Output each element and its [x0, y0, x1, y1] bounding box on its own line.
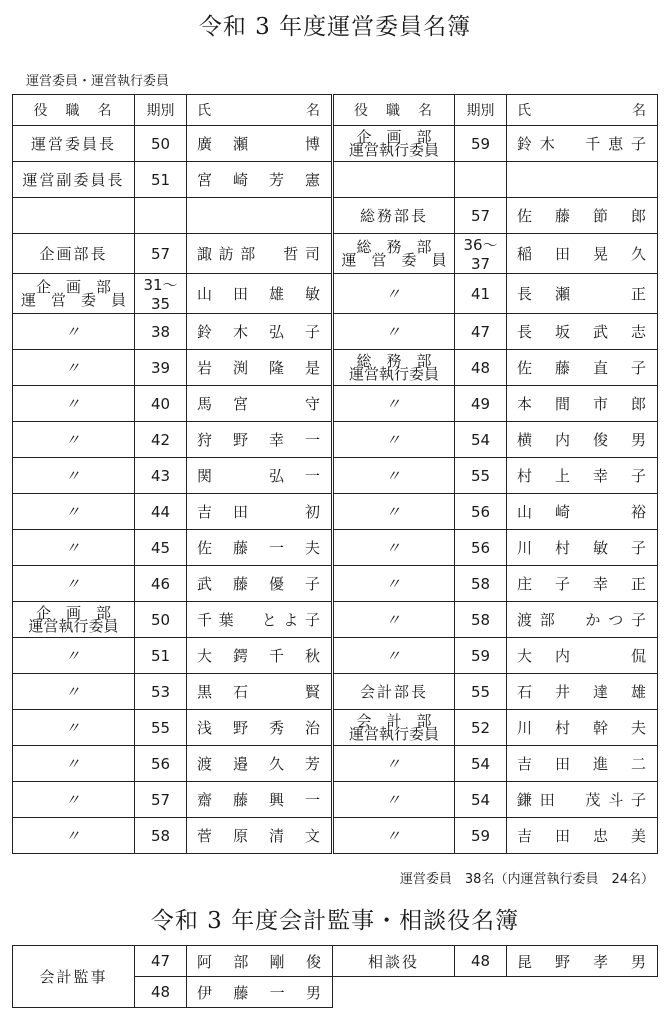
period-cell: 50: [135, 602, 187, 638]
role-cell: 会 計 部 運営執行委員: [333, 710, 455, 746]
role-cell: 〃: [13, 566, 135, 602]
table-row: [13, 602, 658, 638]
period-cell: 38: [135, 314, 187, 350]
name-cell: 諏訪部 哲司: [187, 234, 333, 274]
role-cell: 〃: [13, 782, 135, 818]
role-cell: 企画部長: [13, 234, 135, 274]
role-cell: 〃: [333, 782, 455, 818]
name-cell: 千葉 とよ子: [187, 602, 333, 638]
period-cell: 58: [135, 818, 187, 854]
period-cell: 55: [135, 710, 187, 746]
role-cell: 企 画 部 運営執行委員: [333, 126, 455, 162]
table-row: [13, 162, 658, 198]
period-cell: 59: [455, 638, 507, 674]
empty-cell: [333, 977, 658, 1008]
period-cell: 31～35: [135, 274, 187, 314]
period-cell: 59: [455, 818, 507, 854]
role-cell: 〃: [13, 674, 135, 710]
role-cell: 総 務 部 運営執行委員: [333, 350, 455, 386]
role-cell: 〃: [333, 638, 455, 674]
period-cell: 56: [135, 746, 187, 782]
name-cell: 川村敏子: [507, 530, 658, 566]
committee-table: [12, 94, 658, 854]
role-cell: 総 務 部 運 営 委 員: [333, 234, 455, 274]
name-cell: 渡邉久芳: [187, 746, 333, 782]
role-cell: 〃: [13, 350, 135, 386]
name-cell: 関 弘一: [187, 458, 333, 494]
role-cell: 〃: [333, 818, 455, 854]
name-cell: 岩渕隆是: [187, 350, 333, 386]
role-cell: 〃: [13, 818, 135, 854]
role-cell: 〃: [13, 530, 135, 566]
name-cell: 浅野秀治: [187, 710, 333, 746]
role-cell: 企 画 部 運営執行委員: [13, 602, 135, 638]
name-cell: 黒石 賢: [187, 674, 333, 710]
name-cell: 吉田 初: [187, 494, 333, 530]
period-cell: 54: [455, 782, 507, 818]
table-row: [13, 946, 658, 977]
table-row: [13, 746, 658, 782]
period-cell: 49: [455, 386, 507, 422]
period-cell: 58: [455, 602, 507, 638]
name-cell: 横内俊男: [507, 422, 658, 458]
auditor-role: 会計監事: [13, 946, 135, 1008]
table-row: [13, 126, 658, 162]
name-cell: [187, 198, 333, 234]
name-cell: 長坂武志: [507, 314, 658, 350]
role-cell: [333, 162, 455, 198]
table-row: [13, 782, 658, 818]
period-cell: 54: [455, 746, 507, 782]
period-cell: 57: [135, 782, 187, 818]
period-cell: 55: [455, 674, 507, 710]
role-cell: 〃: [13, 494, 135, 530]
section-label: 運営委員・運営執行委員: [26, 74, 170, 89]
period-cell: 42: [135, 422, 187, 458]
name-cell: [507, 162, 658, 198]
role-cell: 〃: [333, 746, 455, 782]
table-header-row: [13, 95, 658, 126]
period-cell: 50: [135, 126, 187, 162]
period-cell: 47: [455, 314, 507, 350]
page-title: 令和 3 年度運営委員名簿: [198, 14, 472, 40]
name-cell: 鈴木 千恵子: [507, 126, 658, 162]
name-cell: 渡部 かつ子: [507, 602, 658, 638]
name-cell: 庄子幸正: [507, 566, 658, 602]
role-cell: 〃: [13, 638, 135, 674]
advisor-period: 48: [455, 946, 507, 977]
role-cell: 〃: [333, 274, 455, 314]
advisor-role: 相談役: [333, 946, 455, 977]
auditor-period: 48: [135, 977, 187, 1008]
period-cell: 53: [135, 674, 187, 710]
table-row: [13, 350, 658, 386]
role-cell: 〃: [333, 602, 455, 638]
header-period: 期別: [455, 95, 507, 126]
name-cell: 鈴木弘子: [187, 314, 333, 350]
role-cell: 運営副委員長: [13, 162, 135, 198]
table-row: [13, 314, 658, 350]
header-name: 氏 名: [507, 95, 658, 126]
table-row: [13, 458, 658, 494]
period-cell: 52: [455, 710, 507, 746]
name-cell: 川村幹夫: [507, 710, 658, 746]
role-cell: 〃: [13, 422, 135, 458]
role-cell: 〃: [13, 458, 135, 494]
role-cell: 〃: [333, 494, 455, 530]
period-cell: 56: [455, 494, 507, 530]
name-cell: 武藤優子: [187, 566, 333, 602]
name-cell: 山崎 裕: [507, 494, 658, 530]
header-role: 役 職 名: [13, 95, 135, 126]
header-period: 期別: [135, 95, 187, 126]
name-cell: 鎌田 茂斗子: [507, 782, 658, 818]
name-cell: 馬宮 守: [187, 386, 333, 422]
period-cell: 51: [135, 162, 187, 198]
role-cell: 総務部長: [333, 198, 455, 234]
table-row: [13, 386, 658, 422]
name-cell: 菅原清文: [187, 818, 333, 854]
name-cell: 齋藤興一: [187, 782, 333, 818]
period-cell: 59: [455, 126, 507, 162]
period-cell: 57: [135, 234, 187, 274]
table-row: [13, 674, 658, 710]
period-cell: 46: [135, 566, 187, 602]
period-cell: [455, 162, 507, 198]
table-row: [13, 198, 658, 234]
role-cell: 会計部長: [333, 674, 455, 710]
role-cell: 〃: [13, 710, 135, 746]
role-cell: 〃: [13, 746, 135, 782]
table-row: [13, 234, 658, 274]
table-row: [13, 566, 658, 602]
period-cell: 56: [455, 530, 507, 566]
role-cell: 〃: [333, 314, 455, 350]
role-cell: 〃: [333, 530, 455, 566]
period-cell: 48: [455, 350, 507, 386]
name-cell: 大鍔千秋: [187, 638, 333, 674]
period-cell: [135, 198, 187, 234]
period-cell: 40: [135, 386, 187, 422]
name-cell: 吉田進二: [507, 746, 658, 782]
period-cell: 36～37: [455, 234, 507, 274]
name-cell: 佐藤一夫: [187, 530, 333, 566]
table-row: [13, 638, 658, 674]
name-cell: 山田雄敏: [187, 274, 333, 314]
name-cell: 廣瀬 博: [187, 126, 333, 162]
role-cell: 〃: [333, 386, 455, 422]
auditor-table: [12, 945, 658, 1008]
role-cell: 企 画 部 運 営 委 員: [13, 274, 135, 314]
name-cell: 吉田忠美: [507, 818, 658, 854]
role-cell: 〃: [333, 566, 455, 602]
section-title: 令和 3 年度会計監事・相談役名簿: [150, 908, 520, 934]
table-row: [13, 818, 658, 854]
period-cell: 45: [135, 530, 187, 566]
period-cell: 41: [455, 274, 507, 314]
table-row: [13, 530, 658, 566]
period-cell: 44: [135, 494, 187, 530]
name-cell: 宮崎芳憲: [187, 162, 333, 198]
role-cell: 〃: [333, 458, 455, 494]
header-name: 氏 名: [187, 95, 333, 126]
table-row: [13, 274, 658, 314]
name-cell: 佐藤直子: [507, 350, 658, 386]
name-cell: 本間市郎: [507, 386, 658, 422]
name-cell: 村上幸子: [507, 458, 658, 494]
role-cell: 〃: [333, 422, 455, 458]
auditor-period: 47: [135, 946, 187, 977]
period-cell: 39: [135, 350, 187, 386]
table-row: [13, 710, 658, 746]
name-cell: 狩野幸一: [187, 422, 333, 458]
period-cell: 58: [455, 566, 507, 602]
role-cell: 〃: [13, 314, 135, 350]
role-cell: 運営委員長: [13, 126, 135, 162]
period-cell: 51: [135, 638, 187, 674]
auditor-name: 伊藤一男: [187, 977, 333, 1008]
name-cell: 長瀬 正: [507, 274, 658, 314]
table-row: [13, 422, 658, 458]
name-cell: 石井達雄: [507, 674, 658, 710]
member-count-summary: 運営委員 38名（内運営執行委員 24名）: [399, 872, 654, 887]
auditor-name: 阿部剛俊: [187, 946, 333, 977]
role-cell: [13, 198, 135, 234]
period-cell: 57: [455, 198, 507, 234]
name-cell: 佐藤節郎: [507, 198, 658, 234]
role-cell: 〃: [13, 386, 135, 422]
period-cell: 43: [135, 458, 187, 494]
period-cell: 54: [455, 422, 507, 458]
advisor-name: 昆野孝男: [507, 946, 658, 977]
name-cell: 稲田晃久: [507, 234, 658, 274]
table-row: [13, 494, 658, 530]
period-cell: 55: [455, 458, 507, 494]
header-role: 役 職 名: [333, 95, 455, 126]
name-cell: 大内 侃: [507, 638, 658, 674]
